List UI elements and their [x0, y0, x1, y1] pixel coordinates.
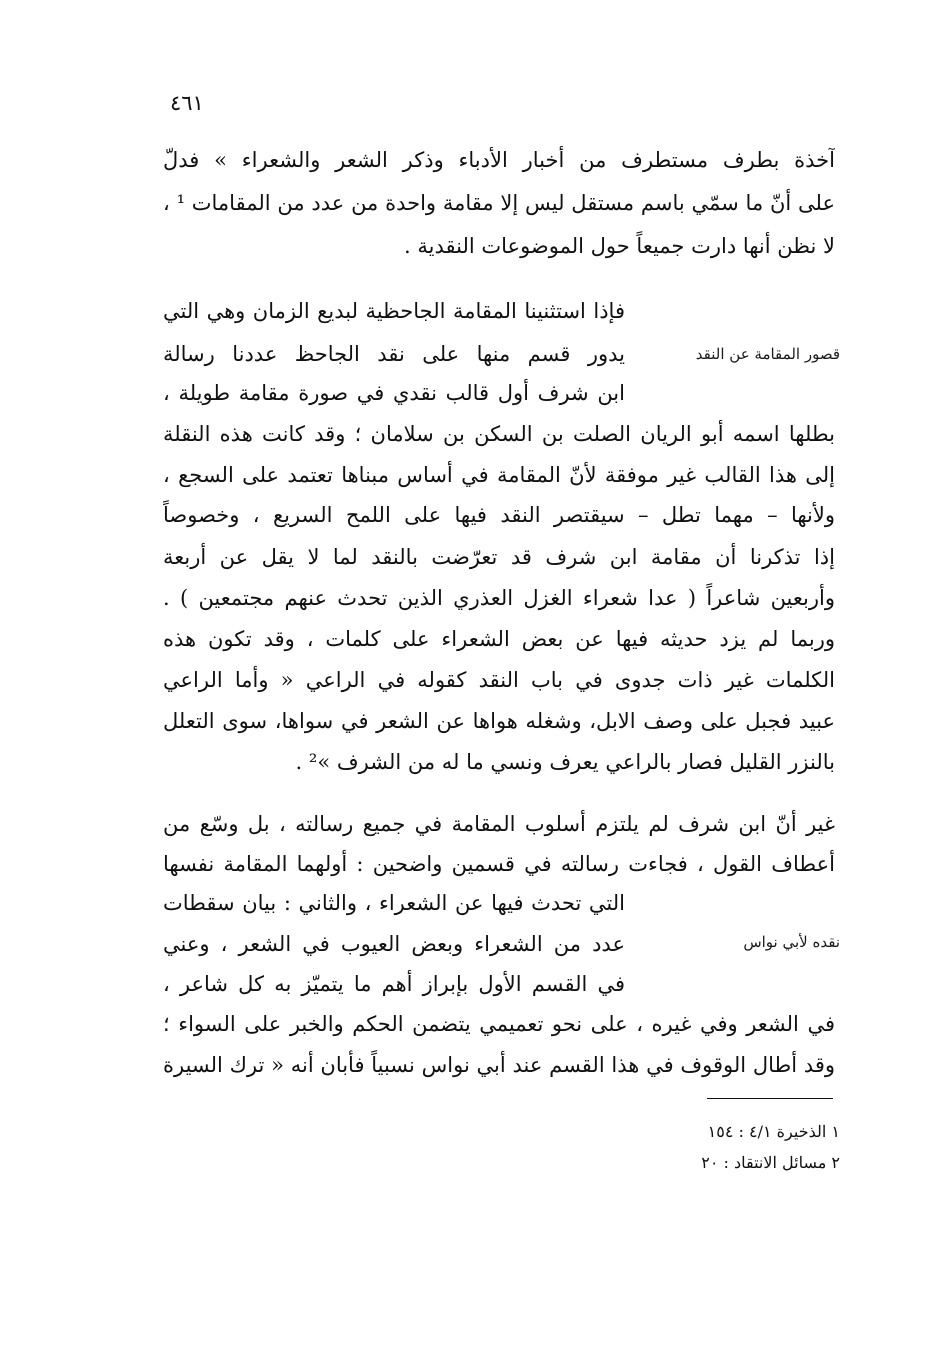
- text-line: وربما لم يزد حديثه فيها عن بعض الشعراء على كلمات ، وقد تكون هذه: [163, 627, 835, 651]
- text-line: في الشعر وفي غيره ، على نحو تعميمي يتضمن الحكم والخبر على السواء ؛: [163, 1012, 835, 1036]
- text-line: بطلها اسمه أبو الريان الصلت بن السكن بن سلامان ؛ وقد كانت هذه النقلة: [163, 422, 835, 446]
- margin-note-abu-nuwas: نقده لأبي نواس: [743, 933, 840, 951]
- text-line: إلى هذا القالب غير موفقة لأنّ المقامة في أساس مبناها تعتمد على السجع ،: [163, 463, 835, 487]
- text-line: ولأنها – مهما تطل – سيقتصر النقد فيها على اللمح السريع ، وخصوصاً: [163, 503, 835, 527]
- text-line: في القسم الأول بإبراز أهم ما يتميّز به كل شاعر ،: [163, 972, 625, 996]
- text-line: على أنّ ما سمّي باسم مستقل ليس إلا مقامة واحدة من عدد من المقامات ¹ ،: [163, 191, 835, 215]
- text-line: إذا تذكرنا أن مقامة ابن شرف قد تعرّضت بالنقد لما لا يقل عن أربعة: [163, 545, 835, 569]
- text-line: غير أنّ ابن شرف لم يلتزم أسلوب المقامة في جميع رسالته ، بل وسّع من: [163, 812, 835, 836]
- page-number: ٤٦١: [170, 91, 204, 115]
- footnote: ١ الذخيرة ٤/١ : ١٥٤: [707, 1122, 840, 1141]
- text-line: يدور قسم منها على نقد الجاحظ عددنا رسالة: [163, 342, 625, 366]
- text-line: التي تحدث فيها عن الشعراء ، والثاني : بيان سقطات: [163, 891, 625, 915]
- text-line: عبيد فجبل على وصف الابل، وشغله هواها عن الشعر في سواها، سوى التعلل: [163, 709, 835, 733]
- text-line: فإذا استثنينا المقامة الجاحظية لبديع الزمان وهي التي: [163, 299, 625, 323]
- text-line: عدد من الشعراء وبعض العيوب في الشعر ، وعني: [163, 932, 625, 956]
- footnote-rule: [707, 1098, 833, 1099]
- text-line: وقد أطال الوقوف في هذا القسم عند أبي نواس نسبياً فأبان أنه « ترك السيرة: [163, 1053, 835, 1077]
- margin-note-criticism: قصور المقامة عن النقد: [695, 345, 840, 363]
- text-line: أعطاف القول ، فجاءت رسالته في قسمين واضحين : أولهما المقامة نفسها: [163, 852, 835, 876]
- footnote: ٢ مسائل الانتقاد : ٢٠: [701, 1153, 840, 1172]
- text-line: الكلمات غير ذات جدوى في باب النقد كقوله في الراعي « وأما الراعي: [163, 668, 835, 692]
- text-line: وأربعين شاعراً ( عدا شعراء الغزل العذري الذين تحدث عنهم مجتمعين ) .: [163, 586, 835, 610]
- text-line: ابن شرف أول قالب نقدي في صورة مقامة طويلة ،: [163, 381, 625, 405]
- text-line: آخذة بطرف مستطرف من أخبار الأدباء وذكر الشعر والشعراء » فدلّ: [163, 148, 835, 172]
- text-line: بالنزر القليل فصار بالراعي يعرف ونسي ما له من الشرف »² .: [295, 750, 835, 774]
- text-line: لا نظن أنها دارت جميعاً حول الموضوعات النقدية .: [404, 234, 835, 258]
